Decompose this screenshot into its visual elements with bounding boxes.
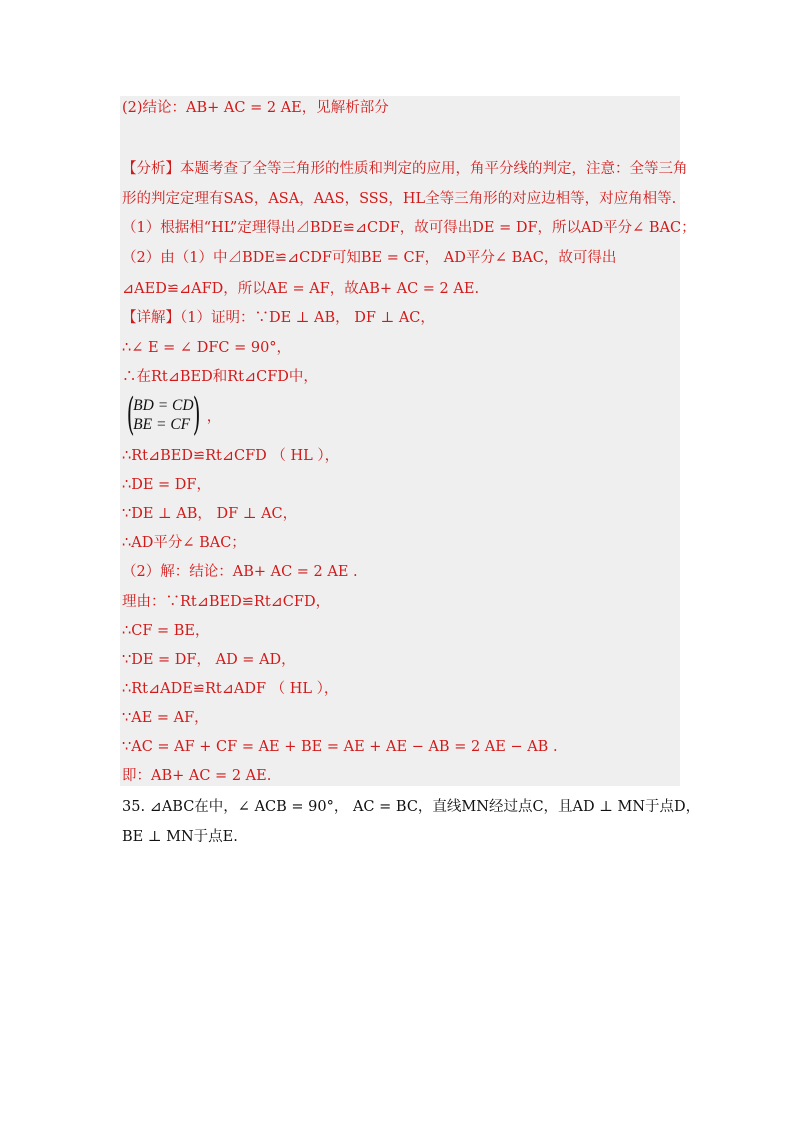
proof-line: ∴AD平分∠ BAC； — [122, 535, 246, 551]
proof-line: ∵DE ⊥ AB， DF ⊥ AC， — [122, 506, 298, 522]
equation-row: BE = CF — [133, 416, 191, 433]
proof-part-2: （2）解：结论：AB+ AC = 2 AE . — [122, 564, 358, 580]
proof-line: ∵AC = AF + CF = AE + BE = AE + AE − AB = 2 AE − AB . — [122, 739, 558, 755]
analysis-step-2-cont: ⊿AED≌⊿AFD，所以AE = AF，故AB+ AC = 2 AE. — [122, 281, 480, 297]
proof-line: ∵DE = DF， AD = AD， — [122, 652, 296, 668]
proof-line: ∴∠ E = ∠ DFC = 90°， — [122, 340, 292, 356]
conclusion-line: (2)结论：AB+ AC = 2 AE，见解析部分 — [122, 100, 389, 116]
analysis-step-2: （2）由（1）中⊿BDE≌⊿CDF可知BE = CF， AD平分∠ BAC，故可得出 — [122, 250, 617, 266]
proof-line: ∴CF = BE， — [122, 623, 210, 639]
analysis-step-1: （1）根据相“HL”定理得出⊿BDE≌⊿CDF，故可得出DE = DF，所以AD平分∠ BAC； — [122, 220, 696, 236]
analysis-line-2: 形的判定定理有SAS，ASA，AAS，SSS，HL全等三角形的对应边相等，对应角相等. — [122, 191, 677, 207]
equation-comma: ， — [206, 408, 222, 425]
proof-line: 理由：∵Rt⊿BED≌Rt⊿CFD， — [122, 594, 331, 610]
equation-row: BD = CD — [133, 397, 194, 414]
problem-35-line-2: BE ⊥ MN于点E. — [122, 829, 238, 845]
proof-line: ∴在Rt⊿BED和Rt⊿CFD中， — [122, 369, 318, 385]
analysis-line-1: 【分析】本题考查了全等三角形的性质和判定的应用，角平分线的判定，注意：全等三角 — [122, 161, 688, 177]
proof-line: ∵AE = AF， — [122, 710, 209, 726]
left-brace: ( — [126, 389, 135, 440]
proof-line: ∴Rt⊿BED≌Rt⊿CFD （ HL ）， — [122, 448, 340, 464]
detail-proof-start: 【详解】（1）证明：∵DE ⊥ AB， DF ⊥ AC， — [122, 310, 435, 326]
equation-system — [122, 389, 222, 440]
right-brace: ) — [192, 389, 201, 440]
proof-line: ∴Rt⊿ADE≌Rt⊿ADF （ HL ）， — [122, 681, 339, 697]
proof-conclusion: 即：AB+ AC = 2 AE. — [122, 768, 272, 784]
proof-line: ∴DE = DF， — [122, 477, 211, 493]
problem-35-line-1: 35. ⊿ABC在中，∠ ACB = 90°， AC = BC，直线MN经过点C，且AD ⊥ MN于点D， — [122, 799, 701, 815]
